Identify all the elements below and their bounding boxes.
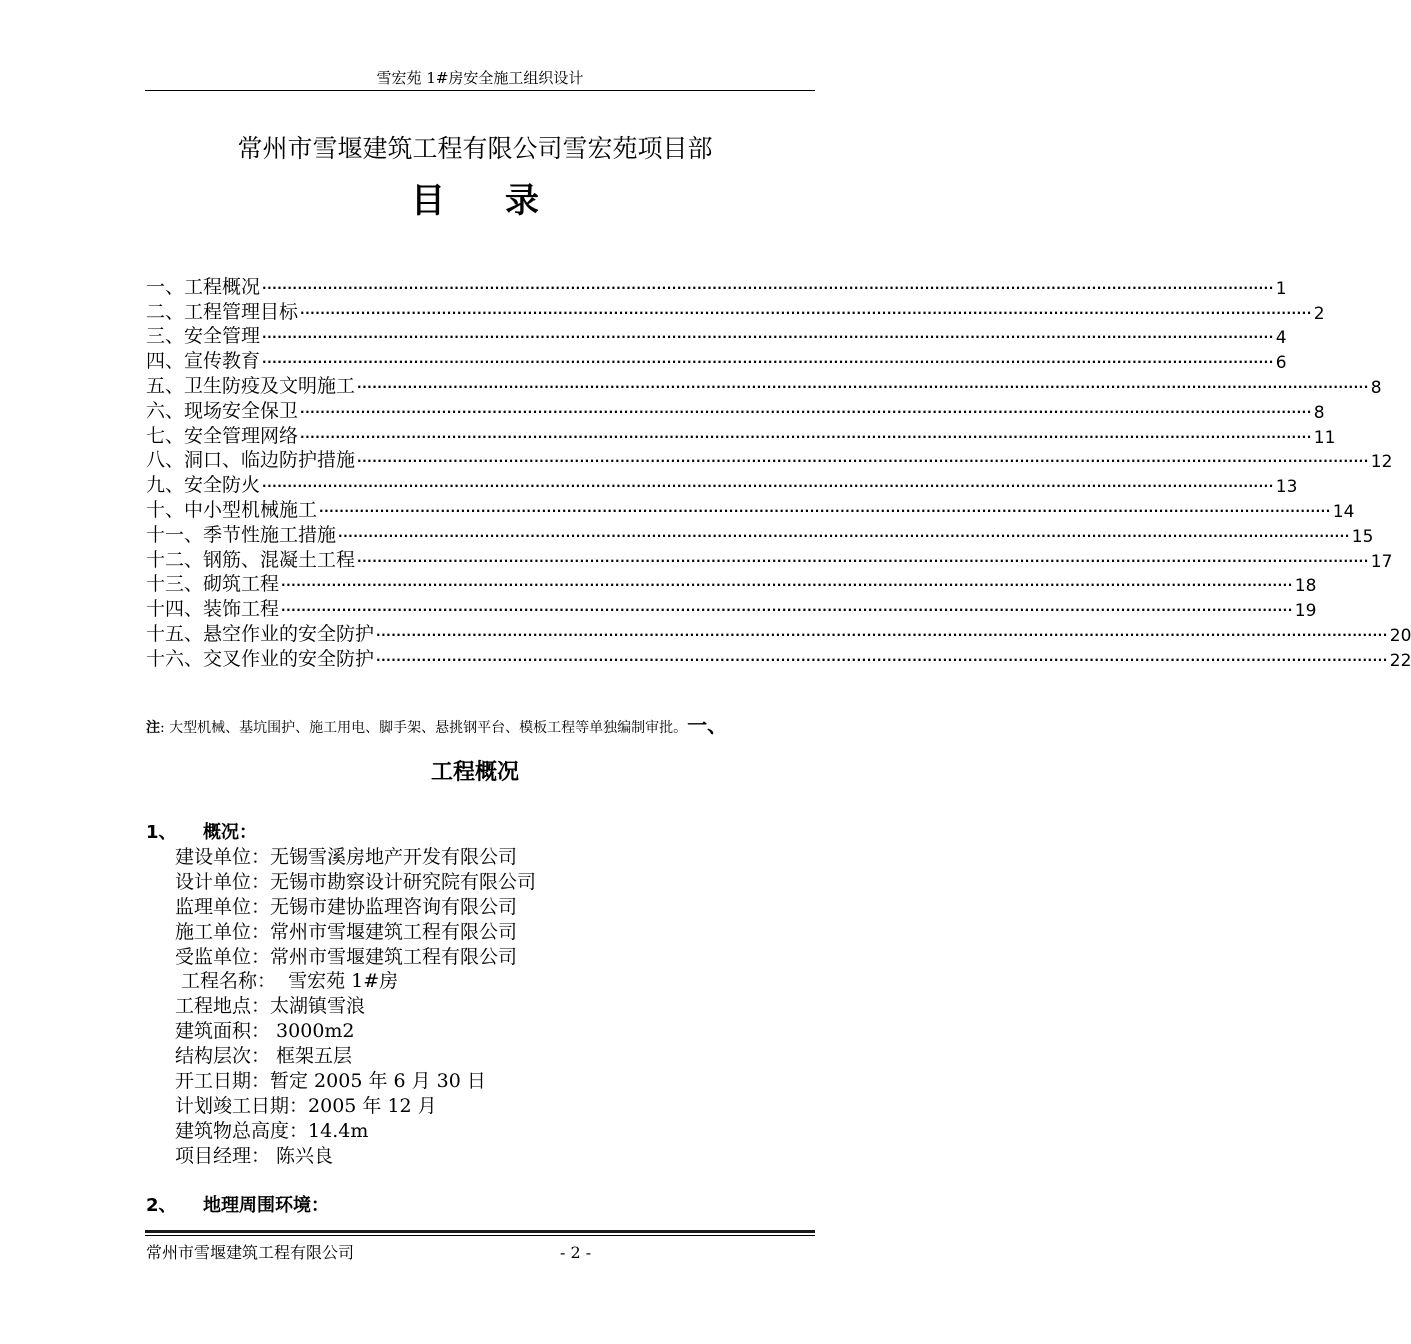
toc-entry-page: 13	[1275, 477, 1298, 498]
detail-key: 施工单位：	[175, 920, 271, 943]
toc-entry-number: 十三、	[146, 573, 204, 596]
detail-row	[175, 1019, 536, 1044]
toc-entry-page: 20	[1389, 625, 1411, 646]
toc-entry-label: 中小型机械施工	[184, 498, 318, 521]
toc-entry[interactable]	[146, 522, 1374, 547]
toc-entry[interactable]	[146, 398, 1325, 423]
running-header-text: 雪宏苑 1#房安全施工组织设计	[376, 69, 584, 87]
toc-dot-leader: ········································································································································································································	[262, 479, 1274, 494]
detail-row	[175, 1044, 536, 1069]
detail-row	[175, 969, 536, 994]
toc-entry-label: 工程概况	[184, 275, 261, 298]
footer-page-number: - 2 -	[560, 1243, 592, 1262]
detail-key: 工程名称：	[175, 970, 277, 993]
footer-company: 常州市雪堰建筑工程有限公司	[146, 1243, 355, 1262]
toc-entry-label: 现场安全保卫	[184, 399, 299, 422]
toc-entry[interactable]	[146, 274, 1287, 299]
toc-entry-page: 11	[1313, 427, 1336, 448]
toc-dot-leader: ········································································································································································································	[357, 553, 1369, 568]
toc-dot-leader: ········································································································································································································	[376, 652, 1388, 667]
toc-entry[interactable]	[146, 423, 1336, 448]
toc-dot-leader: ········································································································································································································	[262, 280, 1274, 295]
toc-entry-number: 七、	[146, 424, 185, 447]
toc-entry-number: 六、	[146, 399, 185, 422]
detail-key: 设计单位：	[175, 870, 271, 893]
toc-entry-page: 6	[1275, 353, 1287, 374]
toc-dot-leader: ········································································································································································································	[262, 330, 1274, 345]
toc-entry-label: 卫生防疫及文明施工	[184, 374, 356, 397]
note-prefix: 注	[146, 720, 160, 736]
toc-entry[interactable]	[146, 621, 1411, 646]
detail-key: 计划竣工日期：	[175, 1094, 309, 1117]
detail-value: 无锡雪溪房地产开发有限公司	[270, 846, 518, 868]
toc-dot-leader: ········································································································································································································	[357, 454, 1369, 469]
toc-dot-leader: ········································································································································································································	[319, 503, 1331, 518]
detail-row	[175, 994, 536, 1019]
detail-row	[175, 895, 536, 920]
toc-entry-label: 交叉作业的安全防护	[203, 647, 375, 670]
company-title: 常州市雪堰建筑工程有限公司雪宏苑项目部	[237, 134, 713, 163]
subsection-number: 2、	[146, 1195, 177, 1216]
toc-entry-number: 三、	[146, 325, 185, 348]
note-tail: 一、	[687, 713, 728, 737]
detail-key: 建设单位：	[175, 846, 271, 868]
detail-value: 太湖镇雪浪	[270, 995, 366, 1018]
toc-entry-number: 十二、	[146, 548, 204, 571]
toc-entry-page: 8	[1370, 377, 1382, 398]
detail-row	[175, 845, 536, 870]
toc-entry[interactable]	[146, 497, 1355, 522]
toc-dot-leader: ········································································································································································································	[281, 603, 1293, 618]
project-details	[175, 845, 536, 1169]
toc-entry-number: 八、	[146, 449, 185, 472]
subsection-number: 1、	[146, 822, 177, 843]
detail-value: 框架五层	[270, 1045, 353, 1068]
detail-value: 常州市雪堰建筑工程有限公司	[270, 920, 518, 943]
toc-entry[interactable]	[146, 348, 1287, 374]
toc-dot-leader: ········································································································································································································	[376, 627, 1388, 642]
detail-value: 暂定 2005 年 6 月 30 日	[270, 1070, 486, 1093]
toc-entry-number: 十五、	[146, 622, 204, 645]
toc-entry-label: 宣传教育	[184, 350, 261, 373]
toc-entry-number: 四、	[146, 350, 185, 373]
toc-entry-page: 2	[1313, 303, 1325, 324]
detail-row	[175, 870, 536, 895]
toc-entry[interactable]	[146, 299, 1325, 324]
toc-dot-leader: ········································································································································································································	[338, 528, 1350, 543]
toc-entry-label: 安全管理	[184, 325, 261, 348]
toc-entry-number: 十一、	[146, 523, 204, 546]
detail-key: 结构层次：	[175, 1045, 271, 1068]
toc-heading-char-1: 目	[411, 181, 445, 221]
section-heading: 工程概况	[430, 760, 519, 785]
toc-entry-page: 15	[1351, 526, 1374, 547]
toc-entry-number: 一、	[146, 275, 185, 298]
toc-entry-label: 悬空作业的安全防护	[203, 622, 375, 645]
toc-entry-page: 14	[1332, 501, 1355, 522]
detail-key: 工程地点：	[175, 995, 271, 1018]
subsection-title: 概况：	[203, 822, 257, 843]
toc-entry[interactable]	[146, 324, 1287, 349]
toc-entry-label: 钢筋、混凝土工程	[203, 548, 356, 571]
detail-key: 开工日期：	[175, 1070, 271, 1093]
toc-dot-leader: ········································································································································································································	[281, 578, 1293, 593]
toc-entry[interactable]	[146, 472, 1298, 498]
detail-row	[175, 1119, 536, 1144]
detail-row	[175, 920, 536, 945]
toc-entry-page: 19	[1294, 601, 1317, 622]
detail-row	[175, 1094, 536, 1119]
subsection-heading-2	[146, 1194, 329, 1218]
toc-dot-leader: ········································································································································································································	[262, 355, 1274, 370]
detail-value: 14.4m	[308, 1119, 369, 1142]
detail-key: 监理单位：	[175, 895, 271, 918]
toc-entry[interactable]	[146, 646, 1411, 671]
toc-entry-number: 十四、	[146, 598, 204, 621]
toc-entry-page: 17	[1370, 551, 1393, 572]
toc-entry-label: 安全管理网络	[184, 424, 299, 447]
toc-entry[interactable]	[146, 596, 1317, 622]
toc-entry-page: 1	[1275, 278, 1287, 299]
detail-row	[175, 945, 536, 970]
detail-key: 项目经理：	[175, 1144, 271, 1167]
toc-entry-page: 4	[1275, 328, 1287, 349]
toc-entry-page: 12	[1370, 452, 1393, 473]
toc-dot-leader: ········································································································································································································	[300, 404, 1312, 419]
toc-entry[interactable]	[146, 547, 1393, 572]
detail-value: 雪宏苑 1#房	[276, 970, 399, 993]
toc-entry-number: 十六、	[146, 647, 204, 670]
subsection-heading-1	[146, 821, 257, 845]
detail-key: 受监单位：	[175, 945, 271, 968]
subsection-title: 地理周围环境：	[203, 1195, 329, 1216]
toc-entry-label: 砌筑工程	[203, 573, 280, 596]
toc-dot-leader: ········································································································································································································	[300, 429, 1312, 444]
toc-entry-page: 8	[1313, 402, 1325, 423]
detail-value: 常州市雪堰建筑工程有限公司	[270, 945, 518, 968]
toc-entry-label: 安全防火	[184, 474, 261, 497]
toc-dot-leader: ········································································································································································································	[357, 379, 1369, 394]
detail-key: 建筑面积：	[175, 1020, 271, 1043]
toc-entry-number: 十、	[146, 498, 185, 521]
toc-entry[interactable]	[146, 448, 1393, 473]
detail-value: 陈兴良	[270, 1144, 334, 1167]
toc-entry[interactable]	[146, 373, 1382, 398]
toc-entry-page: 18	[1294, 576, 1317, 597]
detail-value: 3000m2	[270, 1020, 355, 1043]
toc-entry-label: 季节性施工措施	[203, 523, 337, 546]
toc-heading-char-2: 录	[505, 181, 539, 221]
detail-value: 2005 年 12 月	[308, 1094, 437, 1117]
detail-value: 无锡市勘察设计研究院有限公司	[270, 870, 537, 893]
toc-entry-number: 二、	[146, 300, 185, 323]
toc-entry-page: 22	[1389, 650, 1411, 671]
note-text: : 大型机械、基坑围护、施工用电、脚手架、悬挑钢平台、模板工程等单独编制审批。	[160, 720, 688, 736]
detail-row	[175, 1144, 536, 1169]
toc-heading	[0, 180, 950, 222]
toc-entry[interactable]	[146, 572, 1317, 597]
toc-entry-label: 洞口、临边防护措施	[184, 449, 356, 472]
toc-entry-number: 九、	[146, 474, 185, 497]
note	[146, 714, 826, 739]
running-header	[145, 68, 815, 91]
detail-row	[175, 1069, 536, 1094]
footer-rule	[145, 1230, 815, 1233]
toc-entry-number: 五、	[146, 374, 185, 397]
toc-entry-label: 工程管理目标	[184, 300, 299, 323]
detail-value: 无锡市建协监理咨询有限公司	[270, 895, 518, 918]
detail-key: 建筑物总高度：	[175, 1119, 309, 1142]
toc-dot-leader: ········································································································································································································	[300, 305, 1312, 320]
table-of-contents	[146, 274, 1411, 671]
toc-entry-label: 装饰工程	[203, 598, 280, 621]
